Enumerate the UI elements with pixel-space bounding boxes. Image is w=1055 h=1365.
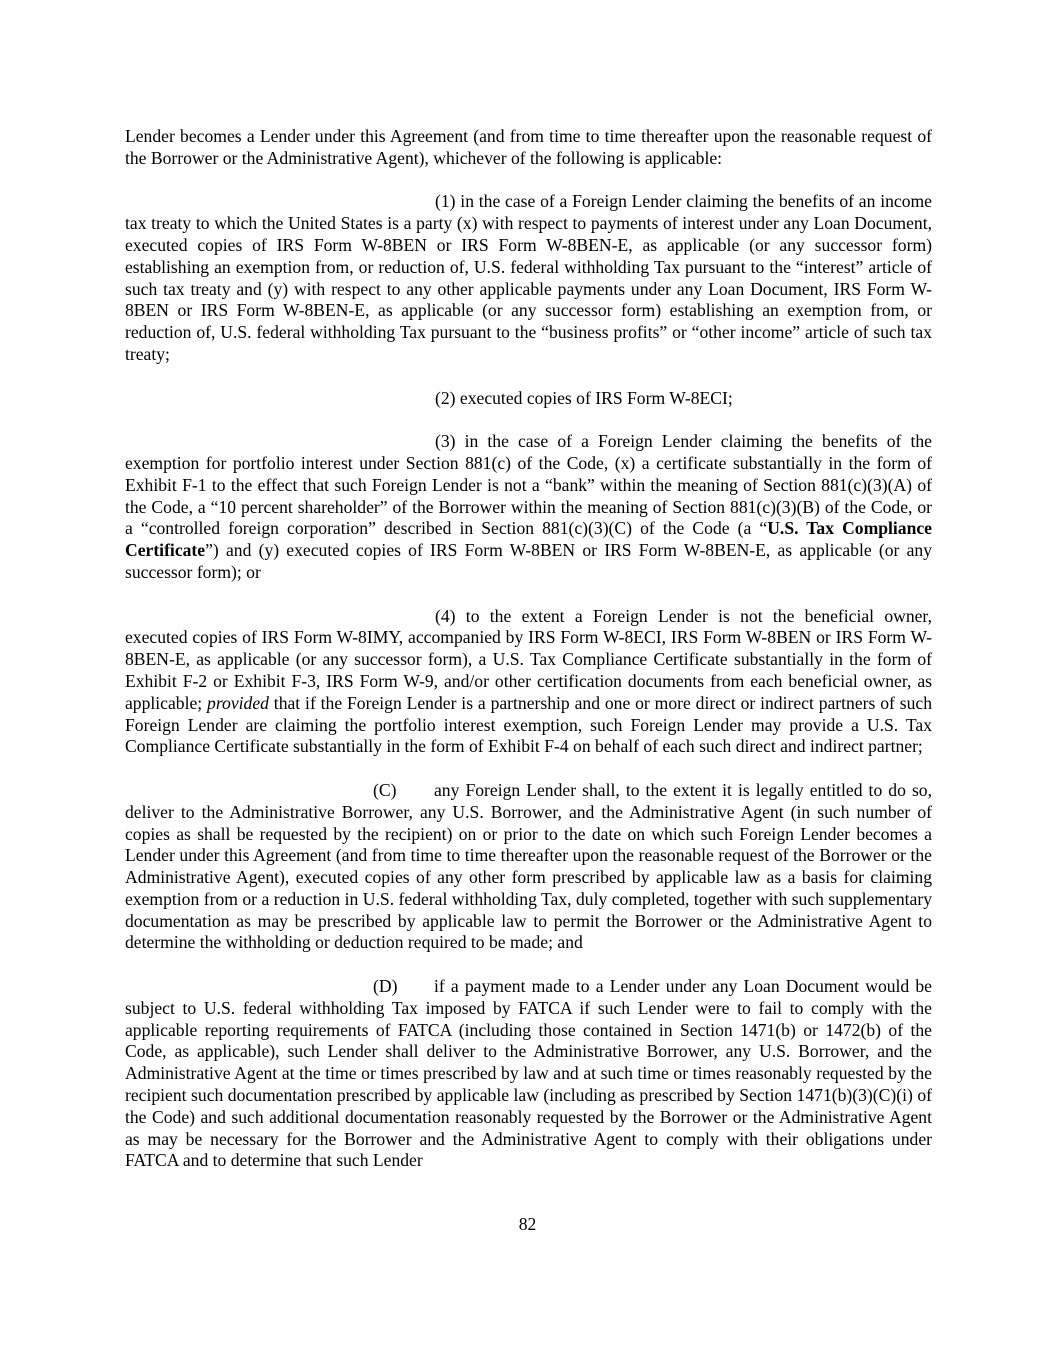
item-4-italic-provided: provided xyxy=(207,692,269,713)
item-c-text: any Foreign Lender shall, to the extent it is legally entitled to do so, deliver to the Administrative Borrower, any U.S. Borrower, and the Administrative Agent (in such number of copies as shall be requested by the recipient) on or prior to the date on which such Foreign Lender becomes a Lender under this Agreement (and from time to time thereafter upon the reasonable request of the Borrower or the Administrative Agent), executed copies of any other form prescribed by applicable law as a basis for claiming exemption from or a reduction in U.S. federal withholding Tax, duly completed, together with such supplementary documentation as may be prescribed by applicable law to permit the Borrower or the Administrative Agent to determine the withholding or deduction required to be made; and xyxy=(125,779,932,953)
item-3-text-before: (3) in the case of a Foreign Lender claiming the benefits of the exemption for portfolio interest under Section 881(c) of the Code, (x) a certificate substantially in the form of Exhibit F-1 to the effect that such Foreign Lender is not a “bank” within the meaning of Section 881(c)(3)(A) of the Code, a “10 percent shareholder” of the Borrower within the meaning of Section 881(c)(3)(B) of the Code, or a “controlled foreign corporation” described in Section 881(c)(3)(C) of the Code (a “ xyxy=(125,431,932,539)
paragraph-item-c xyxy=(125,780,932,954)
paragraph-item-2 xyxy=(125,388,932,410)
paragraph-item-d xyxy=(125,976,932,1172)
paragraph-item-4 xyxy=(125,606,932,759)
item-2-text: (2) executed copies of IRS Form W-8ECI; xyxy=(435,387,733,408)
item-d-text: if a payment made to a Lender under any Loan Document would be subject to U.S. federal withholding Tax imposed by FATCA if such Lender were to fail to comply with the applicable reporting requirements of FATCA (including those contained in Section 1471(b) or 1472(b) of the Code, as applicable), such Lender shall deliver to the Administrative Borrower, any U.S. Borrower, and the Administrative Agent at the time or times prescribed by law and at such time or times reasonably requested by the recipient such documentation prescribed by applicable law (including as prescribed by Section 1471(b)(3)(C)(i) of the Code) and such additional documentation reasonably requested by the Borrower or the Administrative Agent as may be necessary for the Borrower and the Administrative Agent to comply with their obligations under FATCA and to determine that such Lender xyxy=(125,976,932,1171)
document-page xyxy=(125,126,932,1172)
item-c-label: (C) xyxy=(373,779,397,800)
paragraph-item-1 xyxy=(125,191,932,365)
item-4-text-after: that if the Foreign Lender is a partnership and one or more direct or indirect partners of such Foreign Lender are claiming the portfolio interest exemption, such Foreign Lender may provide a U.S. Tax Compliance Certificate substantially in the form of Exhibit F-4 on behalf of each such direct and indirect partner; xyxy=(125,692,932,757)
item-d-label: (D) xyxy=(373,976,398,997)
item-4-text-before: (4) to the extent a Foreign Lender is not the beneficial owner, executed copies of IRS Form W-8IMY, accompanied by IRS Form W-8ECI, IRS Form W-8BEN or IRS Form W-8BEN-E, as applicable (or any successor form), a U.S. Tax Compliance Certificate substantially in the form of Exhibit F-2 or Exhibit F-3, IRS Form W-9, and/or other certification documents from each beneficial owner, as applicable; xyxy=(125,605,932,713)
page-number: 82 xyxy=(518,1214,537,1234)
item-3-text-after: ”) and (y) executed copies of IRS Form W-8BEN or IRS Form W-8BEN-E, as applicable (or any successor form); or xyxy=(125,540,932,582)
paragraph-item-3 xyxy=(125,431,932,584)
item-1-text: (1) in the case of a Foreign Lender claiming the benefits of an income tax treaty to which the United States is a party (x) with respect to payments of interest under any Loan Document, executed copies of IRS Form W-8BEN or IRS Form W-8BEN-E, as applicable (or any successor form) establishing an exemption from, or reduction of, U.S. federal withholding Tax pursuant to the “interest” article of such tax treaty and (y) with respect to any other applicable payments under any Loan Document, IRS Form W-8BEN or IRS Form W-8BEN-E, as applicable (or any successor form) establishing an exemption from, or reduction of, U.S. federal withholding Tax pursuant to the “business profits” or “other income” article of such tax treaty; xyxy=(125,191,932,364)
intro-paragraph: Lender becomes a Lender under this Agreement (and from time to time thereafter upon the reasonable request of the Borrower or the Administrative Agent), whichever of the following is applicable: xyxy=(125,126,932,168)
defined-term-us-tax-compliance-certificate: U.S. Tax Compliance Certificate xyxy=(125,518,932,561)
